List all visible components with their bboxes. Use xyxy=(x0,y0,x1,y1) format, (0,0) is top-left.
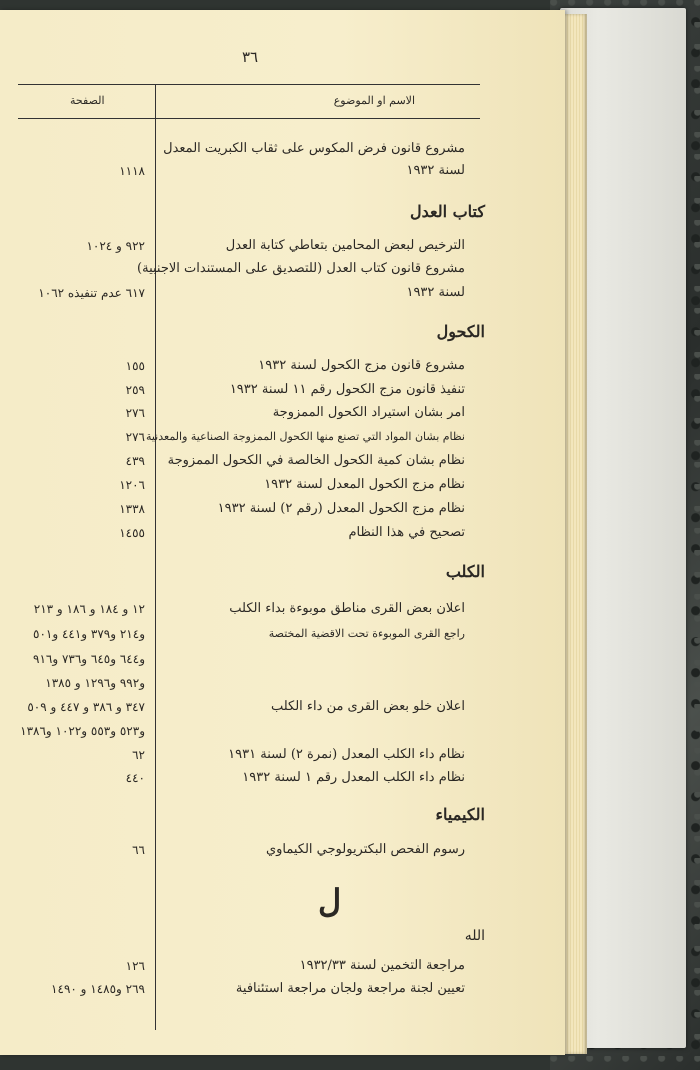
index-entry xyxy=(0,258,565,280)
index-entry xyxy=(0,379,565,401)
entry-text: الترخيص لبعض المحامين بتعاطي كتابة العدل xyxy=(225,238,465,253)
entry-page: ٤٣٩ xyxy=(125,454,145,468)
index-entry xyxy=(0,402,565,424)
index-entry xyxy=(0,696,565,718)
index-entry xyxy=(0,355,565,377)
entry-text: نظام داء الكلب المعدل رقم ١ لسنة ١٩٣٢ xyxy=(242,770,465,785)
entry-page: ٦٢ xyxy=(132,748,145,762)
entry-page: ٢٧٦ xyxy=(125,406,145,420)
section-heading: الله xyxy=(464,928,485,944)
index-entry xyxy=(0,522,565,544)
entry-text: لسنة ١٩٣٢ xyxy=(406,163,465,178)
entry-text: نظام مزج الكحول المعدل لسنة ١٩٣٢ xyxy=(264,477,465,492)
index-entry xyxy=(0,282,565,304)
entry-text: مشروع قانون مزج الكحول لسنة ١٩٣٢ xyxy=(258,358,465,373)
index-page xyxy=(0,10,565,1055)
entry-page: و٢١٤ و٣٧٩ و٤٤١ و٥٠١ xyxy=(33,627,145,641)
entry-page: ٢٥٩ xyxy=(125,383,145,397)
entry-page: ١٣٣٨ xyxy=(119,502,145,516)
index-entry xyxy=(0,720,565,742)
entry-text: نظام مزج الكحول المعدل (رقم ٢) لسنة ١٩٣٢ xyxy=(217,501,465,516)
index-entry xyxy=(0,839,565,861)
entry-text: رسوم الفحص البكتريولوجي الكيماوي xyxy=(265,842,465,857)
entry-page: ١٢٠٦ xyxy=(119,478,145,492)
entry-page: ١٤٥٥ xyxy=(119,526,145,540)
index-entry xyxy=(0,955,565,977)
entry-text: نظام داء الكلب المعدل (نمرة ٢) لسنة ١٩٣١ xyxy=(228,747,465,762)
entry-text: تصحيح في هذا النظام xyxy=(348,525,465,540)
section-heading: الكيمياء xyxy=(435,805,485,824)
index-entry xyxy=(0,160,565,182)
index-entry xyxy=(0,648,565,670)
column-divider xyxy=(155,85,156,1030)
page-number: ٣٦ xyxy=(241,48,259,66)
entry-text: نظام بشان كمية الكحول الخالصة في الكحول الممزوجة xyxy=(167,453,465,468)
index-entry xyxy=(0,474,565,496)
entry-text: مشروع قانون كتاب العدل (للتصديق على المستندات الاجنبية) xyxy=(137,261,465,276)
entry-text: امر بشان استيراد الكحول الممزوجة xyxy=(272,405,465,420)
entry-page: و٦٤٤ و٦٤٥ و٧٣٦ و٩١٦ xyxy=(33,652,145,666)
section-letter: ل xyxy=(318,882,342,920)
index-entry xyxy=(0,138,565,160)
entry-page: ٦٦ xyxy=(132,843,145,857)
entry-page: و٥٢٣ و٥٥٣ و١٠٢٢ و١٣٨٦ xyxy=(20,724,145,738)
index-entry xyxy=(0,744,565,766)
index-entry xyxy=(0,672,565,694)
entry-page: ١٥٥ xyxy=(125,359,145,373)
section-heading: الكلب xyxy=(445,562,485,581)
entry-text: لسنة ١٩٣٢ xyxy=(406,285,465,300)
section-heading: الكحول xyxy=(436,322,485,341)
index-entry xyxy=(0,426,565,448)
entry-page: ٣٤٧ و ٣٨٦ و ٤٤٧ و ٥٠٩ xyxy=(27,700,145,714)
entry-text: تنفيذ قانون مزج الكحول رقم ١١ لسنة ١٩٣٢ xyxy=(229,382,465,397)
header-bottom-rule xyxy=(18,118,480,119)
entry-text: مراجعة التخمين لسنة ١٩٣٢/٣٣ xyxy=(299,958,465,973)
index-entry xyxy=(0,598,565,620)
entry-page: ١٢٦ xyxy=(125,959,145,973)
entry-page: ١١١٨ xyxy=(119,164,145,178)
entry-text: اعلان خلو بعض القرى من داء الكلب xyxy=(270,699,465,714)
index-entry xyxy=(0,498,565,520)
entry-text: تعيين لجنة مراجعة ولجان مراجعة استئنافية xyxy=(235,981,465,996)
entry-page: و٩٩٢ و١٢٩٦ و ١٣٨٥ xyxy=(45,676,145,690)
entry-text: اعلان بعض القرى مناطق موبوءة بداء الكلب xyxy=(229,601,465,616)
entry-text: نظام بشان المواد التي تصنع منها الكحول الممزوجة الصناعية والمعدنية xyxy=(145,430,465,443)
section-heading: كتاب العدل xyxy=(409,202,485,221)
column-header-topic: الاسم او الموضوع xyxy=(333,94,415,107)
index-entry xyxy=(0,978,565,1000)
entry-page: ٤٤٠ xyxy=(125,771,145,785)
header-top-rule xyxy=(18,84,480,85)
index-entry xyxy=(0,450,565,472)
entry-text: مشروع قانون فرض المكوس على ثقاب الكبريت المعدل xyxy=(163,141,465,156)
entry-page: ١٢ و ١٨٤ و ١٨٦ و ٢١٣ xyxy=(33,602,145,616)
entry-page: ٢٧٦ xyxy=(125,430,145,444)
index-entry xyxy=(0,623,565,645)
column-header-page: الصفحة xyxy=(70,94,105,107)
entry-page: ٢٦٩ و١٤٨٥ و ١٤٩٠ xyxy=(51,982,145,996)
entry-text: راجع القرى الموبوءة تحت الاقضية المختصة xyxy=(268,627,465,640)
index-entry xyxy=(0,235,565,257)
entry-page: ٦١٧ عدم تنفيذه ١٠٦٢ xyxy=(38,286,145,300)
index-entry xyxy=(0,767,565,789)
entry-page: ٩٢٢ و ١٠٢٤ xyxy=(86,239,145,253)
